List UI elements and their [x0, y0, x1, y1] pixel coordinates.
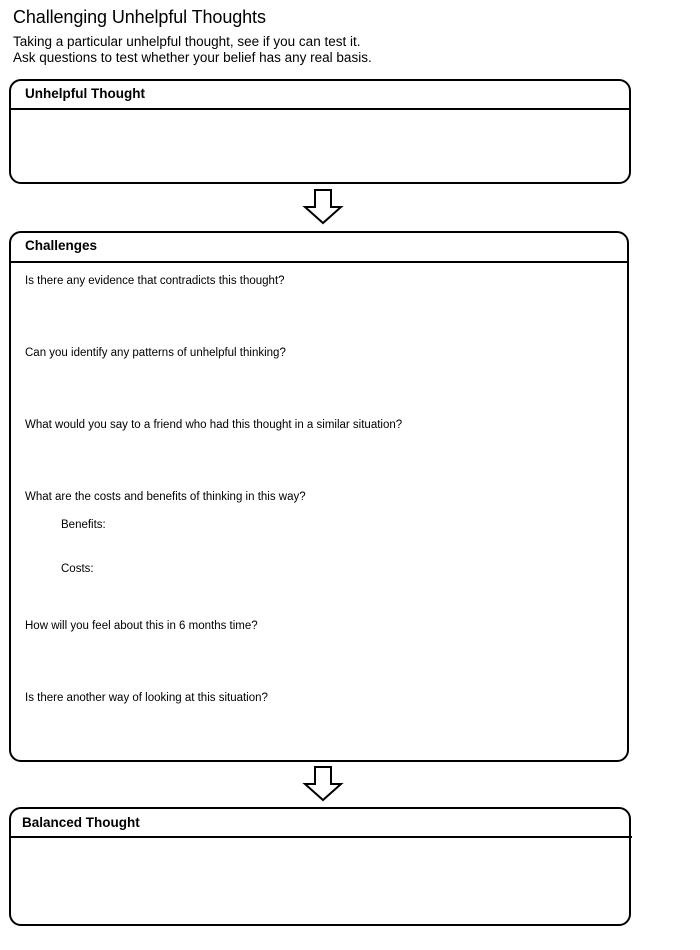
benefits-label: Benefits: [61, 519, 106, 531]
question-friend: What would you say to a friend who had this thought in a similar situation? [25, 419, 403, 431]
question-costs-benefits: What are the costs and benefits of thinking in this way? [25, 491, 306, 503]
challenges-field[interactable] [11, 263, 627, 760]
balanced-thought-header [11, 809, 632, 838]
unhelpful-thought-box [9, 79, 631, 184]
question-patterns: Can you identify any patterns of unhelpful thinking? [25, 347, 286, 359]
question-another-way: Is there another way of looking at this situation? [25, 692, 268, 704]
costs-label: Costs: [61, 563, 94, 575]
balanced-thought-field[interactable] [11, 838, 629, 924]
unhelpful-thought-field[interactable] [11, 110, 629, 182]
balanced-thought-box [9, 807, 631, 926]
question-six-months: How will you feel about this in 6 months time? [25, 620, 258, 632]
question-evidence: Is there any evidence that contradicts this thought? [25, 275, 285, 287]
unhelpful-thought-header [11, 81, 629, 110]
instruction-line-2: Ask questions to test whether your belief has any real basis. [13, 50, 372, 65]
challenges-box [9, 231, 629, 762]
page-title: Challenging Unhelpful Thoughts [13, 7, 266, 27]
down-arrow-icon [302, 766, 344, 802]
challenges-header [11, 233, 627, 263]
down-arrow-icon [302, 189, 344, 225]
balanced-thought-heading: Balanced Thought [22, 815, 140, 830]
unhelpful-thought-heading: Unhelpful Thought [25, 86, 145, 101]
challenges-heading: Challenges [25, 238, 98, 253]
instruction-line-1: Taking a particular unhelpful thought, see if you can test it. [13, 34, 361, 49]
